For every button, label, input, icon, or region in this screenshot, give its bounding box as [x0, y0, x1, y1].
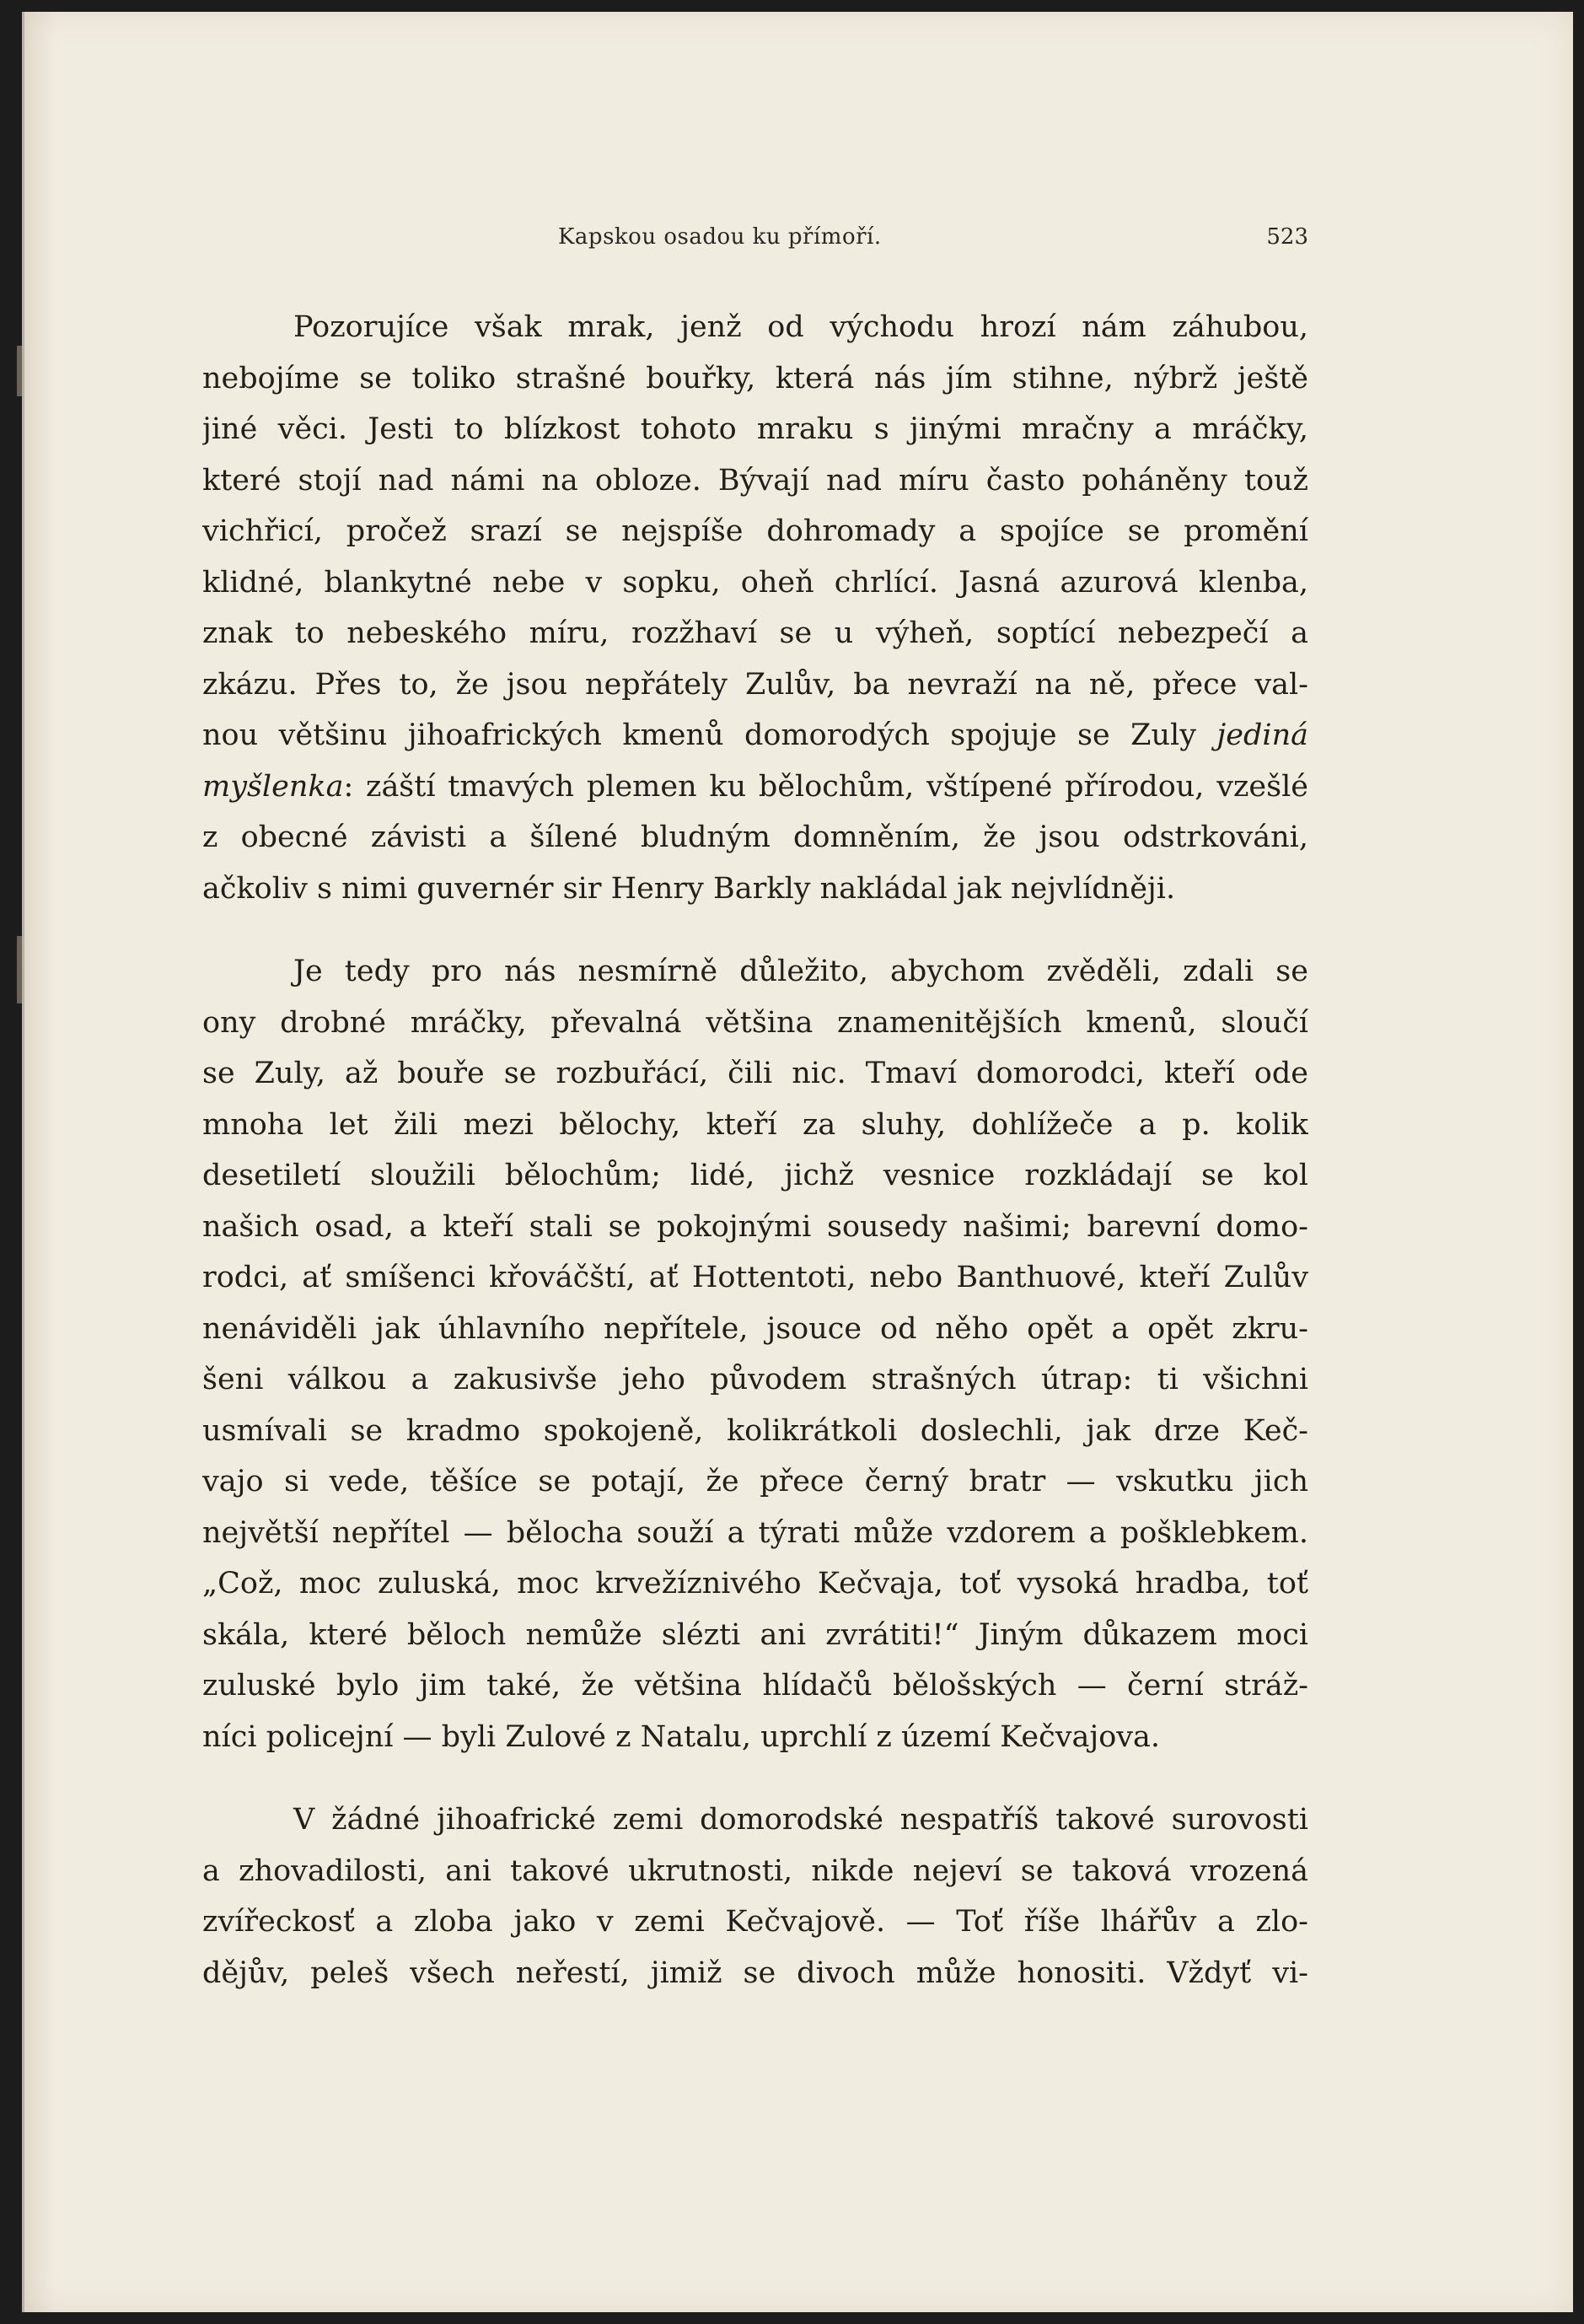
text-line: rodci, ať smíšenci křováčští, ať Hottentoti, nebo Banthuové, kteří Zulův — [202, 1261, 1308, 1294]
text-segment: nou většinu jihoafrických kmenů domorodých spojuje se Zuly — [202, 718, 1196, 752]
binding-mark — [17, 936, 22, 1003]
running-title: Kapskou osadou ku přímoří. — [558, 224, 882, 250]
running-header — [202, 224, 1308, 258]
text-line: usmívali se kradmo spokojeně, kolikrátkoli doslechli, jak drze Keč- — [202, 1413, 1308, 1448]
text-line: vichřicí, pročež srazí se nejspíše dohromady a spojíce se promění — [202, 514, 1308, 548]
text-line: jiné věci. Jesti to blízkost tohoto mraku s jinými mračny a mráčky, — [202, 412, 1308, 446]
text-line: a zhovadilosti, ani takové ukrutnosti, nikde nejeví se taková vrozená — [202, 1853, 1308, 1888]
text-line: zkázu. Přes to, že jsou nepřátely Zulův, ba nevraží na ně, přece val- — [202, 667, 1308, 702]
text-line: nenáviděli jak úhlavního nepřítele, jsouce od něho opět a opět zkru- — [202, 1311, 1308, 1346]
text-segment: : záští tmavých plemen ku bělochům, vštípené přírodou, vzešlé — [343, 769, 1308, 804]
text-line: Pozorujíce však mrak, jenž od východu hrozí nám záhubou, — [293, 310, 1308, 344]
italic-word: myšlenka — [202, 769, 344, 804]
text-line-with-italic — [202, 710, 1308, 761]
text-line: Je tedy pro nás nesmírně důležito, abychom zvěděli, zdali se — [293, 955, 1308, 988]
paragraph-2 — [202, 946, 1308, 1762]
text-line: z obecné závisti a šílené bludným domněním, že jsou odstrkováni, — [202, 820, 1308, 854]
text-line: zuluské bylo jim také, že většina hlídačů bělošských — černí stráž- — [202, 1669, 1308, 1703]
text-line: největší nepřítel — bělocha souží a týrati může vzdorem a pošklebkem. — [202, 1515, 1308, 1550]
text-line: „Což, moc zuluská, moc krvežíznivého Kečvaja, toť vysoká hradba, toť — [202, 1567, 1308, 1600]
text-line: které stojí nad námi na obloze. Bývají nad míru často poháněny touž — [202, 463, 1308, 498]
text-line: znak to nebeského míru, rozžhaví se u výheň, soptící nebezpečí a — [202, 616, 1308, 650]
text-line: mnoha let žili mezi bělochy, kteří za sluhy, dohlížeče a p. kolik — [202, 1107, 1308, 1142]
text-line: vajo si vede, těšíce se potají, že přece černý bratr — vskutku jich — [202, 1465, 1308, 1498]
paragraph-3 — [202, 1794, 1308, 1999]
page-gutter — [22, 12, 24, 2312]
text-line: níci policejní — byli Zulové z Natalu, uprchlí z území Kečvajova. — [202, 1719, 1161, 1754]
paragraph-1 — [202, 302, 1308, 914]
binding-mark — [17, 346, 22, 396]
italic-word: jediná — [1216, 718, 1308, 752]
page-number: 523 — [1266, 224, 1308, 250]
text-line: šeni válkou a zakusivše jeho původem strašných útrap: ti všichni — [202, 1363, 1308, 1396]
text-line: nebojíme se toliko strašné bouřky, která nás jím stihne, nýbrž ještě — [202, 361, 1308, 395]
text-line: ačkoliv s nimi guvernér sir Henry Barkly nakládal jak nejvlídněji. — [202, 871, 1176, 906]
text-line: V žádné jihoafrické zemi domorodské nespatříš takové surovosti — [293, 1803, 1308, 1837]
text-line: dějův, peleš všech neřestí, jimiž se divoch může honositi. Vždyť vi- — [202, 1955, 1308, 1990]
text-line: klidné, blankytné nebe v sopku, oheň chrlící. Jasná azurová klenba, — [202, 565, 1308, 600]
text-line: se Zuly, až bouře se rozbuřácí, čili nic. Tmaví domorodci, kteří ode — [202, 1057, 1308, 1090]
text-line-with-italic — [202, 761, 1308, 813]
text-line: skála, které běloch nemůže slézti ani zvrátiti!“ Jiným důkazem moci — [202, 1617, 1308, 1652]
text-line: našich osad, a kteří stali se pokojnými sousedy našimi; barevní domo- — [202, 1209, 1308, 1244]
text-line: ony drobné mráčky, převalná většina znamenitějších kmenů, sloučí — [202, 1005, 1308, 1040]
text-line: zvířeckosť a zloba jako v zemi Kečvajově. — Toť říše lhářův a zlo- — [202, 1905, 1308, 1939]
body-text — [202, 302, 1308, 2031]
text-line: desetiletí sloužili bělochům; lidé, jichž vesnice rozkládají se kol — [202, 1159, 1308, 1192]
